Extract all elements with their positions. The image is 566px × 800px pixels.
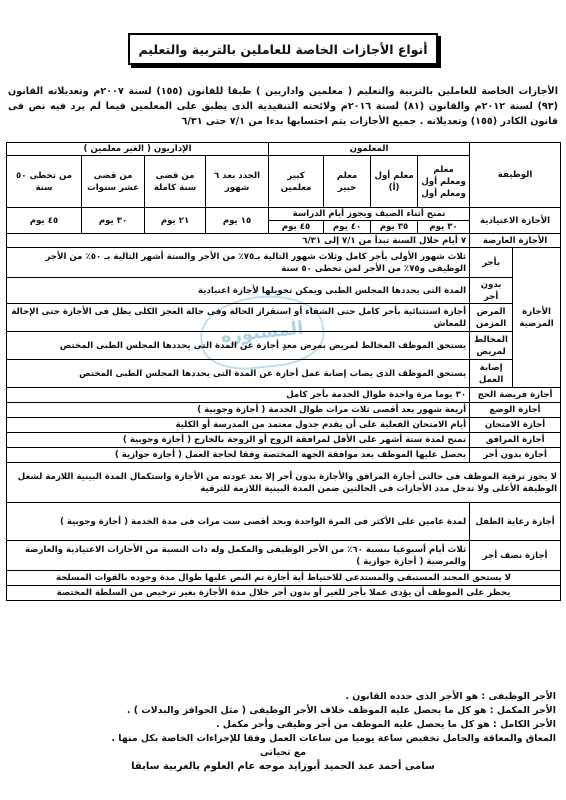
final-note: يحظر على الموظف أن يؤدى عملا بأجر للغير أو بدون أجر خلال مدة الأجازة بغير ترخيص من السلطة المختصة [7, 586, 561, 601]
admin-col-header: من قضى عشر سنوات [82, 156, 145, 208]
teacher-col-header: معلم خبير [324, 156, 371, 208]
watermark-stamp: المسبوره [197, 290, 328, 375]
sick-sub-label: إصابة العمل [470, 360, 513, 388]
other-leave-label: أجازة بدون أجر [470, 448, 561, 463]
closing-text: مع تحياتى [259, 747, 307, 758]
sick-sub-label: المرض المزمن [470, 304, 513, 332]
other-leave-label: أجازة المرافق [470, 433, 561, 448]
other-leave-label: أجازة فريضة الحج [470, 388, 561, 403]
other-leave-text: أيام الامتحان الفعلية على أن يقدم جدول معتمد من المدرسة أو الكلية [7, 418, 470, 433]
admin-days-cell: ٣٠ يوم [82, 208, 145, 234]
intro-paragraph: الأجازات الخاصة للعاملين بالتربية والتعليم ( معلمين واداريين ) طبقا للقانون (١٥٥) لسنة ٢٠٠٧م وتعديلاته القانون (٩٣) لسنة ٢٠١٢م والقانون (٨١) لسنة ٢٠١٦م ولائحته التنفيذية الذى يطبق على المعلمين فيما لم يرد فيه نص فى قانون الكادر (١٥٥) وتعديلاته . جميع الأجازات يتم احتسابها بدءا من ٧/١ حتى ٦/٣١ [8, 86, 558, 127]
other-leave-text: يحصل عليها الموظف بعد موافقة الجهة المختصة وفقا لحاجة العمل ( أجازة جوازية ) [7, 448, 470, 463]
teacher-days-cell: ٣٠ يوم [418, 221, 470, 234]
regular-leave-note: تمنح أثناء الصيف ويجوز أيام الدراسة [269, 208, 470, 221]
casual-leave-label: الأجازة العارضة [470, 234, 561, 248]
admin-col-header: الجدد بعد ٦ شهور [206, 156, 269, 208]
other-leave-text: أربعة شهور بعد أقصى ثلاث مرات طوال الخدمة ( أجازة وجوبية ) [7, 403, 470, 418]
sick-leave-label: الأجازة المرضية [513, 248, 561, 388]
child-care-text: لمدة عامين على الأكثر فى المرة الواحدة وبحد أقصى ست مرات فى مدة الخدمة ( أجازة وجوبية ) [7, 503, 470, 541]
sick-sub-text: يستحق الموظف الذى يصاب إصابة عمل أجازة عن المدة التى يحددها المجلس الطبى المختص [7, 360, 470, 388]
sick-sub-label: بدون أجر [470, 278, 513, 304]
other-leave-label: أجازة الامتحان [470, 418, 561, 433]
teacher-days-cell: ٣٥ يوم [371, 221, 418, 234]
note-line: الأجر الوظيفى : هو الأجر الذى حدده القانون . [345, 691, 556, 702]
col-job-header: الوظيفة [470, 143, 561, 208]
sick-sub-label: المخالط لمريض [470, 332, 513, 360]
child-care-label: أجازة رعاية الطفل [470, 503, 561, 541]
sick-sub-text: المدة التى يحددها المجلس الطبى ويمكن تحويلها لأجازة اعتيادية [7, 278, 470, 304]
admin-days-cell: ٢١ يوم [145, 208, 206, 234]
half-pay-text: ثلاث أيام أسبوعيا بنسبة ٦٠٪ من الأجر الوظيفى والمكمل وله ذات النسبة من الأجازات الاعتيادية والعارضة والمرضية ( أجازة جوازية ) [7, 541, 470, 571]
admin-col-header: من تخطى ٥٠ سنة [7, 156, 82, 208]
group-teachers-header: المعلمون [269, 143, 470, 156]
other-leave-text: ٣٠ يوما مرة واحدة طوال الخدمة بأجر كامل [7, 388, 470, 403]
sick-sub-label: بأجر [470, 248, 513, 278]
teacher-days-cell: ٤٥ يوم [269, 221, 324, 234]
page-title: أنواع الأجازات الخاصة للعاملين بالتربية والتعليم [128, 33, 438, 65]
teacher-col-header: كبير معلمين [269, 156, 324, 208]
teacher-col-header: معلم أول (أ) [371, 156, 418, 208]
other-leave-text: تمنح لمدة ستة أشهر على الأقل لمرافقة الزوج أو الزوجة بالخارج ( أجازة وجوبية ) [7, 433, 470, 448]
sick-sub-text: يستحق الموظف المخالط لمريض بمرض معدٍ أجازة عن المدة التى يحددها المجلس الطبى المختص [7, 332, 470, 360]
admin-days-cell: ١٥ يوم [206, 208, 269, 234]
sick-sub-text: أجازة استثنائية بأجر كامل حتى الشفاء أو استقرار الحالة وفى حالة العجز الكلى يظل فى الأجازة حتى الإحالة للمعاش [7, 304, 470, 332]
signature: سامى أحمد عبد الحميد أبوزايد موجه عام العلوم بالغربية سابقا [131, 761, 435, 772]
group-admins-header: الإداريون ( الغير معلمين ) [7, 143, 269, 156]
admin-days-cell: ٤٥ يوم [7, 208, 82, 234]
leave-table [6, 142, 561, 601]
teacher-col-header: معلم ومعلم أول ومعلم أول [418, 156, 470, 208]
admin-col-header: من قضى سنة كاملة [145, 156, 206, 208]
notes-section [10, 690, 556, 774]
regular-leave-label: الأجازة الاعتيادية [470, 208, 561, 234]
teacher-days-cell: ٤٠ يوم [324, 221, 371, 234]
half-pay-label: أجازة نصف أجر [470, 541, 561, 571]
promotion-note: لا يجوز ترقية الموظف فى حالتى أجازة المرافق والأجازة بدون أجر إلا بعد عودته من الأجازة واستكمال المدة البينية اللازمة لشغل الوظيفة الأعلى ولا تدخل مدد الأجازات فى الحالتين ضمن المدة البينية اللازمة للترقية [7, 463, 561, 503]
final-note: لا يستحق المجند المستبقى والمستدعى للاحتياط أية أجازة تم النص عليها طوال مدة وجوده بالقوات المسلحة [7, 571, 561, 586]
note-line: الأجر المكمل : هو كل ما يحصل عليه الموظف خلاف الأجر الوظيفى ( مثل الحوافز والبدلات ) . [126, 705, 556, 716]
other-leave-label: أجازة الوضع [470, 403, 561, 418]
casual-leave-text: ٧ أيام خلال السنة تبدأ من ٧/١ إلى ٦/٣١ [7, 234, 470, 248]
note-line: الأجر الكامل : هو كل ما يحصل عليه الموظف من أجر وظيفى وأجر مكمل . [215, 719, 556, 730]
sick-sub-text: ثلاث شهور الأولى بأجر كامل وثلاث شهور التالية بـ٧٥٪ من الأجر والستة أشهر التالية بـ ٥٠٪ من الأجر الوظيفى و٧٥٪ من الأجر لمن تخطى ٥٠ سنة [7, 248, 470, 278]
note-line: المعاق والمعاقة والحامل تخفيض ساعة يوميا من ساعات العمل وفقا للإجراءات الخاصة بكل منها . [111, 733, 556, 744]
